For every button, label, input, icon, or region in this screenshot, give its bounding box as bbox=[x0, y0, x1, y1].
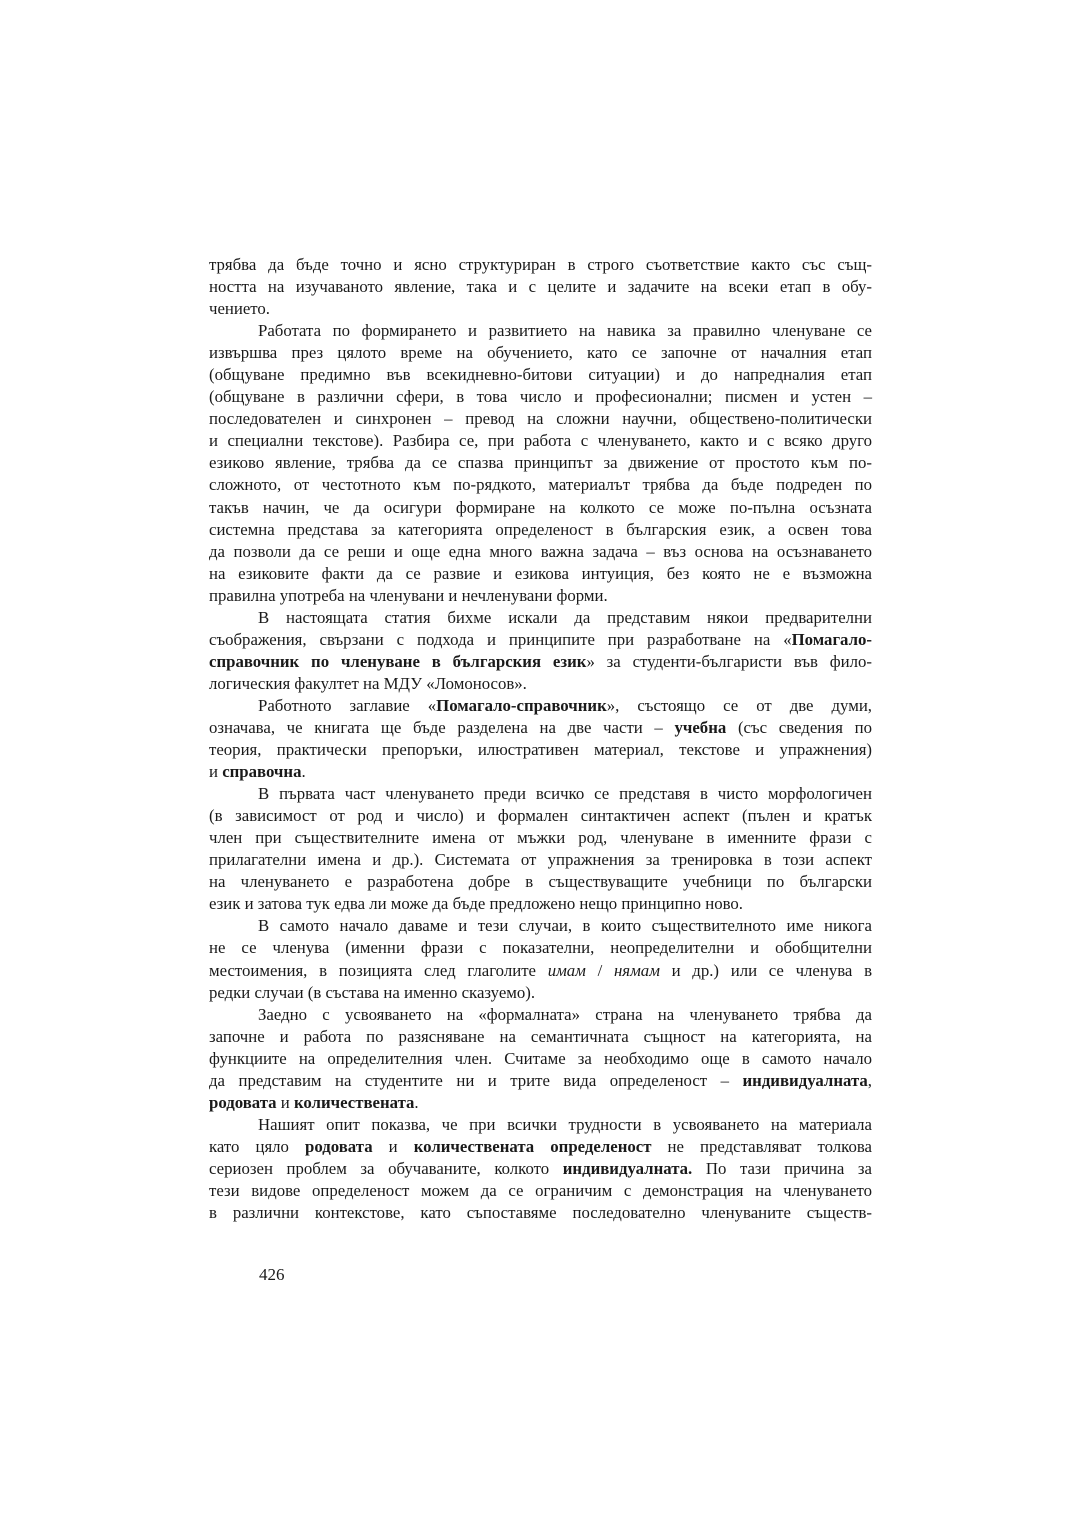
text-run: такъв начин, че да осигури формиране на колкото се може по-пълна осъзната bbox=[209, 497, 872, 517]
text-run: сериозен проблем за обучаваните, колкото bbox=[209, 1158, 563, 1178]
text-line bbox=[209, 364, 872, 386]
text-run: теория, практически препоръки, илюстративен материал, текстове и упражнения) bbox=[209, 740, 872, 760]
text-line bbox=[209, 651, 872, 673]
paragraph bbox=[209, 783, 872, 915]
text-line bbox=[209, 1114, 872, 1136]
text-run: Нашият опит показва, че при всички трудности в усвояването на материала bbox=[258, 1114, 872, 1134]
text-run: в различни контекстове, като съпоставяме последователно членуваните съществ- bbox=[209, 1203, 872, 1223]
text-run: В настоящата статия бихме искали да представим някои предварителни bbox=[258, 607, 872, 627]
text-line bbox=[209, 254, 872, 276]
text-run: и др.) или се членува в bbox=[659, 960, 872, 980]
text-line bbox=[209, 960, 872, 982]
text-line bbox=[209, 827, 872, 849]
bold-text: родовата bbox=[209, 1092, 277, 1112]
italic-text: имам bbox=[547, 960, 586, 980]
text-line bbox=[209, 342, 872, 364]
text-line bbox=[209, 1202, 872, 1224]
text-line bbox=[209, 849, 872, 871]
text-run: . bbox=[301, 762, 306, 782]
text-line bbox=[209, 761, 872, 783]
text-run: прилагателни имена и др.). Системата от упражнения за тренировка в този аспект bbox=[209, 850, 872, 870]
text-run: (общуване предимно във всекидневно-битови ситуации) и до напредналия етап bbox=[209, 365, 872, 385]
text-line bbox=[209, 982, 872, 1004]
text-run: като цяло bbox=[209, 1136, 306, 1156]
paragraph bbox=[209, 915, 872, 1003]
paragraph bbox=[209, 695, 872, 783]
text-line bbox=[209, 1180, 872, 1202]
text-run: означава, че книгата ще бъде разделена на две части – bbox=[209, 717, 675, 737]
text-line bbox=[209, 629, 872, 651]
bold-text: количествената bbox=[293, 1092, 415, 1112]
text-run: / bbox=[585, 960, 614, 980]
text-line bbox=[209, 276, 872, 298]
text-line bbox=[209, 1158, 872, 1180]
text-run: и bbox=[209, 762, 223, 782]
paragraph bbox=[209, 254, 872, 320]
text-line bbox=[209, 1070, 872, 1092]
text-run: и bbox=[276, 1092, 294, 1112]
text-run: функциите на определителния член. Считаме за необходимо още в самото начало bbox=[209, 1048, 872, 1068]
text-run: член при съществителните имена от мъжки род, членуване в именните фрази с bbox=[209, 828, 872, 848]
text-line bbox=[209, 805, 872, 827]
text-run: трябва да бъде точно и ясно структуриран в строго съответствие както със същ- bbox=[209, 255, 872, 274]
text-run: и специални текстове). Разбира се, при работа с членуването, както и с всяко друго bbox=[209, 431, 872, 451]
bold-text: индивидуалната bbox=[742, 1070, 868, 1090]
text-run: не се членува (именни фрази с показателни, неопределителни и обобщителни bbox=[209, 938, 872, 958]
text-line bbox=[209, 717, 872, 739]
text-line bbox=[209, 1092, 872, 1114]
text-line bbox=[209, 871, 872, 893]
text-run: Заедно с усвояването на «формалната» страна на членуването трябва да bbox=[258, 1004, 872, 1024]
bold-text: справочник по членуване в българския език bbox=[209, 651, 587, 671]
text-run: тези видове определеност можем да се ограничим с демонстрация на членуването bbox=[209, 1180, 872, 1200]
text-run: да представим на студентите ни и трите вида определеност – bbox=[209, 1070, 743, 1090]
text-run: езиково явление, трябва да се спазва принципът за движение от простото към по- bbox=[209, 453, 872, 473]
text-line bbox=[209, 452, 872, 474]
bold-text: Помагало- bbox=[791, 629, 872, 649]
text-line bbox=[209, 1048, 872, 1070]
page-number: 426 bbox=[259, 1265, 285, 1284]
text-run: » за студенти-българисти във фило- bbox=[586, 651, 872, 671]
text-line bbox=[209, 298, 872, 320]
text-line bbox=[209, 739, 872, 761]
text-run: Работата по формирането и развитието на навика за правилно членуване се bbox=[258, 321, 872, 341]
text-line bbox=[209, 1004, 872, 1026]
text-run: сложното, от честотното към по-рядкото, материалът трябва да бъде подреден по bbox=[209, 475, 872, 495]
bold-text: справочна bbox=[222, 762, 302, 782]
text-line bbox=[209, 937, 872, 959]
document-body bbox=[209, 254, 872, 1224]
text-line bbox=[209, 320, 872, 342]
text-run: чението. bbox=[209, 299, 270, 319]
text-run: (в зависимост от род и число) и формален синтактичен аспект (пълен и кратък bbox=[209, 806, 872, 826]
text-line bbox=[209, 519, 872, 541]
text-line bbox=[209, 1136, 872, 1158]
paragraph bbox=[209, 1114, 872, 1224]
text-run: местоимения, в позицията след глаголите bbox=[209, 960, 548, 980]
text-run: започне и работа по разясняване на семантичната същност на категорията, на bbox=[209, 1026, 872, 1046]
text-run: (със сведения по bbox=[726, 717, 872, 737]
text-run: език и затова тук едва ли може да бъде предложено нещо принципно ново. bbox=[209, 894, 743, 914]
text-run: ността на изучаваното явление, така и с целите и задачите на всеки етап в обу- bbox=[209, 277, 872, 297]
text-run: и bbox=[372, 1136, 414, 1156]
bold-text: родовата bbox=[305, 1136, 373, 1156]
text-line bbox=[209, 430, 872, 452]
text-run: . bbox=[414, 1092, 419, 1112]
text-line bbox=[209, 673, 872, 695]
text-run: Работното заглавие « bbox=[258, 695, 437, 715]
text-line bbox=[209, 585, 872, 607]
text-line bbox=[209, 1026, 872, 1048]
text-run: В самото начало даваме и тези случаи, в които съществителното име никога bbox=[258, 916, 872, 936]
text-run: извършва през цялото време на обучението, като се започне от началния етап bbox=[209, 343, 872, 363]
italic-text: нямам bbox=[613, 960, 660, 980]
text-line bbox=[209, 386, 872, 408]
bold-text: учебна bbox=[674, 717, 727, 737]
text-run: , bbox=[867, 1070, 872, 1090]
text-line bbox=[209, 607, 872, 629]
text-line bbox=[209, 893, 872, 915]
bold-text: Помагало-справочник bbox=[436, 695, 607, 715]
text-line bbox=[209, 783, 872, 805]
text-run: системна представа за категорията определеност в българския език, а освен това bbox=[209, 519, 872, 539]
bold-text: количествената определеност bbox=[413, 1136, 652, 1156]
text-run: на езиковите факти да се развие и езикова интуиция, без която не е възможна bbox=[209, 563, 872, 583]
text-run: », състоящо се от две думи, bbox=[606, 695, 872, 715]
paragraph bbox=[209, 1004, 872, 1114]
text-line bbox=[209, 474, 872, 496]
text-run: логическия факултет на МДУ «Ломоносов». bbox=[209, 673, 527, 693]
text-line bbox=[209, 695, 872, 717]
paragraph bbox=[209, 320, 872, 607]
text-run: на членуването е разработена добре в съществуващите учебници по български bbox=[209, 872, 872, 892]
text-line bbox=[209, 497, 872, 519]
text-line bbox=[209, 541, 872, 563]
text-run: По тази причина за bbox=[692, 1158, 872, 1178]
text-line bbox=[209, 408, 872, 430]
bold-text: индивидуалната. bbox=[562, 1158, 693, 1178]
text-run: да позволи да се реши и още една много важна задача – въз основа на осъзнаването bbox=[209, 541, 872, 561]
text-run: редки случаи (в състава на именно сказуемо). bbox=[209, 982, 536, 1002]
text-run: В първата част членуването преди всичко се представя в чисто морфологичен bbox=[258, 784, 872, 804]
text-line bbox=[209, 915, 872, 937]
text-run: последователен и синхронен – превод на сложни научни, обществено-политически bbox=[209, 409, 872, 429]
text-run: не представляват толкова bbox=[651, 1136, 873, 1156]
text-run: правилна употреба на членувани и нечленувани форми. bbox=[209, 585, 608, 605]
text-run: съображения, свързани с подхода и принципите при разработване на « bbox=[209, 629, 792, 649]
text-run: (общуване в различни сфери, в това число и професионални; писмен и устен – bbox=[209, 387, 872, 407]
text-line bbox=[209, 563, 872, 585]
paragraph bbox=[209, 607, 872, 695]
